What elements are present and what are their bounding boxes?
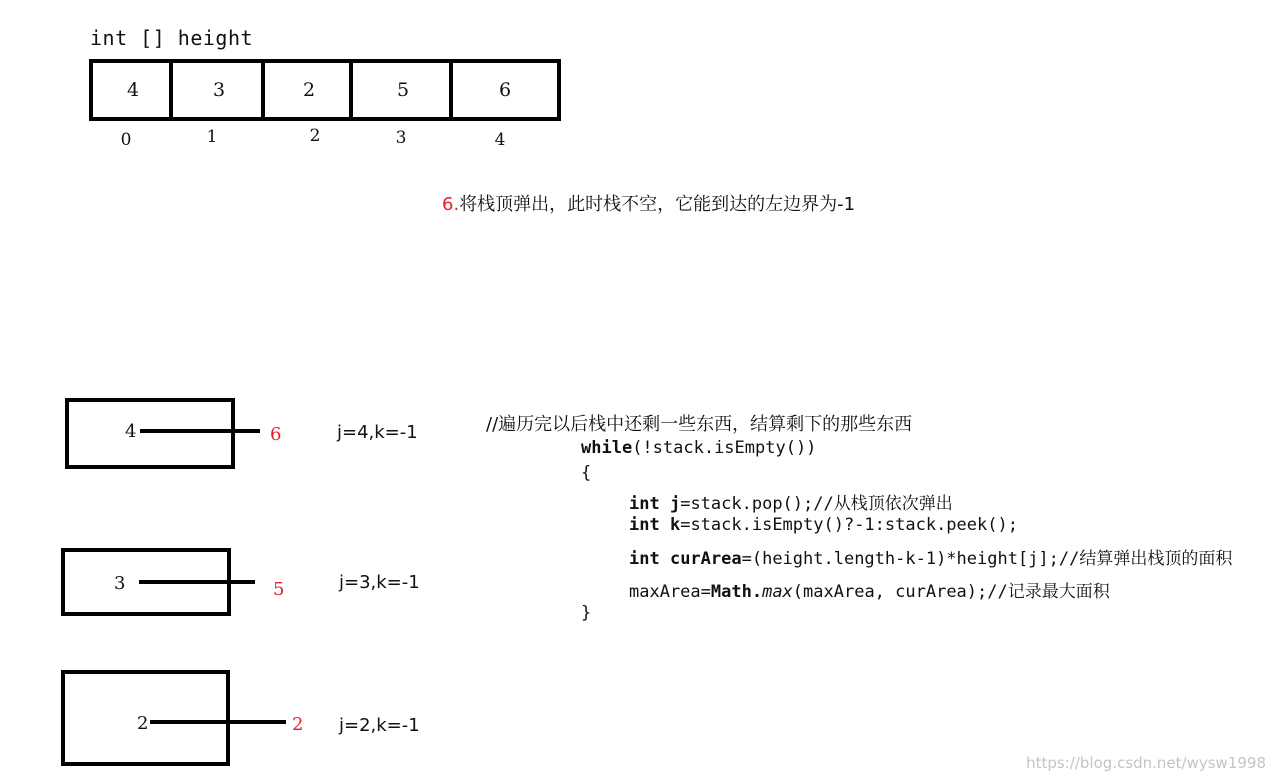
stack-bar-3 — [150, 720, 286, 724]
code-line-pop — [629, 489, 953, 514]
code-line3-kw: int — [629, 549, 670, 569]
code-line1-rest: =stack.pop();//从栈顶依次弹出 — [680, 494, 953, 514]
array-index-3: 3 — [395, 128, 407, 148]
stack-tail-1: 6 — [270, 424, 282, 445]
code-close-brace: } — [581, 603, 592, 623]
step-text: 将栈顶弹出，此时栈不空，它能到达的左边界为-1 — [459, 194, 856, 215]
code-comment: //遍历完以后栈中还剩一些东西，结算剩下的那些东西 — [486, 414, 913, 435]
stack-box-1 — [65, 398, 235, 469]
array-cell-0: 4 — [89, 59, 173, 121]
code-line4-rest: (maxArea, curArea);//记录最大面积 — [792, 582, 1110, 602]
code-line-peek — [629, 515, 1018, 535]
stack-jk-2: j=3,k=-1 — [339, 572, 420, 593]
code-while-kw: while — [581, 438, 633, 458]
array-cell-3: 5 — [349, 59, 453, 121]
step-number: 6. — [442, 194, 460, 215]
code-line3-var: curArea — [669, 549, 742, 569]
stack-tail-2: 5 — [273, 579, 285, 600]
stack-value-2: 3 — [114, 573, 126, 594]
code-line4-pre: maxArea= — [629, 582, 711, 602]
array-cell-1: 3 — [169, 59, 265, 121]
stack-bar-2 — [139, 580, 255, 584]
array-index-2: 2 — [309, 126, 321, 146]
stack-tail-3: 2 — [292, 714, 304, 735]
array-title: int [] height — [90, 26, 254, 50]
watermark: https://blog.csdn.net/wysw1998 — [1026, 754, 1266, 772]
code-open-brace: { — [581, 463, 592, 483]
code-line2-kw: int — [629, 515, 670, 535]
array-index-4: 4 — [494, 130, 506, 150]
stack-jk-3: j=2,k=-1 — [339, 715, 420, 736]
code-line1-kw: int — [629, 494, 670, 514]
code-while — [581, 438, 816, 458]
array-index-0: 0 — [120, 130, 132, 150]
step-caption — [442, 190, 855, 216]
code-while-cond: (!stack.isEmpty()) — [632, 438, 817, 458]
stack-value-1: 4 — [125, 421, 137, 442]
code-line2-var: k — [669, 515, 681, 535]
array-cell-2: 2 — [261, 59, 353, 121]
code-line-area — [629, 544, 1232, 569]
stack-bar-1 — [140, 429, 260, 433]
code-line-max — [629, 577, 1110, 602]
array-index-1: 1 — [206, 127, 218, 147]
code-line4-cls: Math. — [710, 582, 763, 602]
code-line1-var: j — [669, 494, 681, 514]
height-array — [89, 59, 561, 121]
code-line3-rest: =(height.length-k-1)*height[j];//结算弹出栈顶的面积 — [741, 549, 1233, 569]
stack-jk-1: j=4,k=-1 — [337, 422, 418, 443]
code-line4-fn: max — [762, 582, 793, 602]
stack-value-3: 2 — [137, 713, 149, 734]
code-line2-rest: =stack.isEmpty()?-1:stack.peek(); — [680, 515, 1018, 535]
array-cell-4: 6 — [449, 59, 561, 121]
